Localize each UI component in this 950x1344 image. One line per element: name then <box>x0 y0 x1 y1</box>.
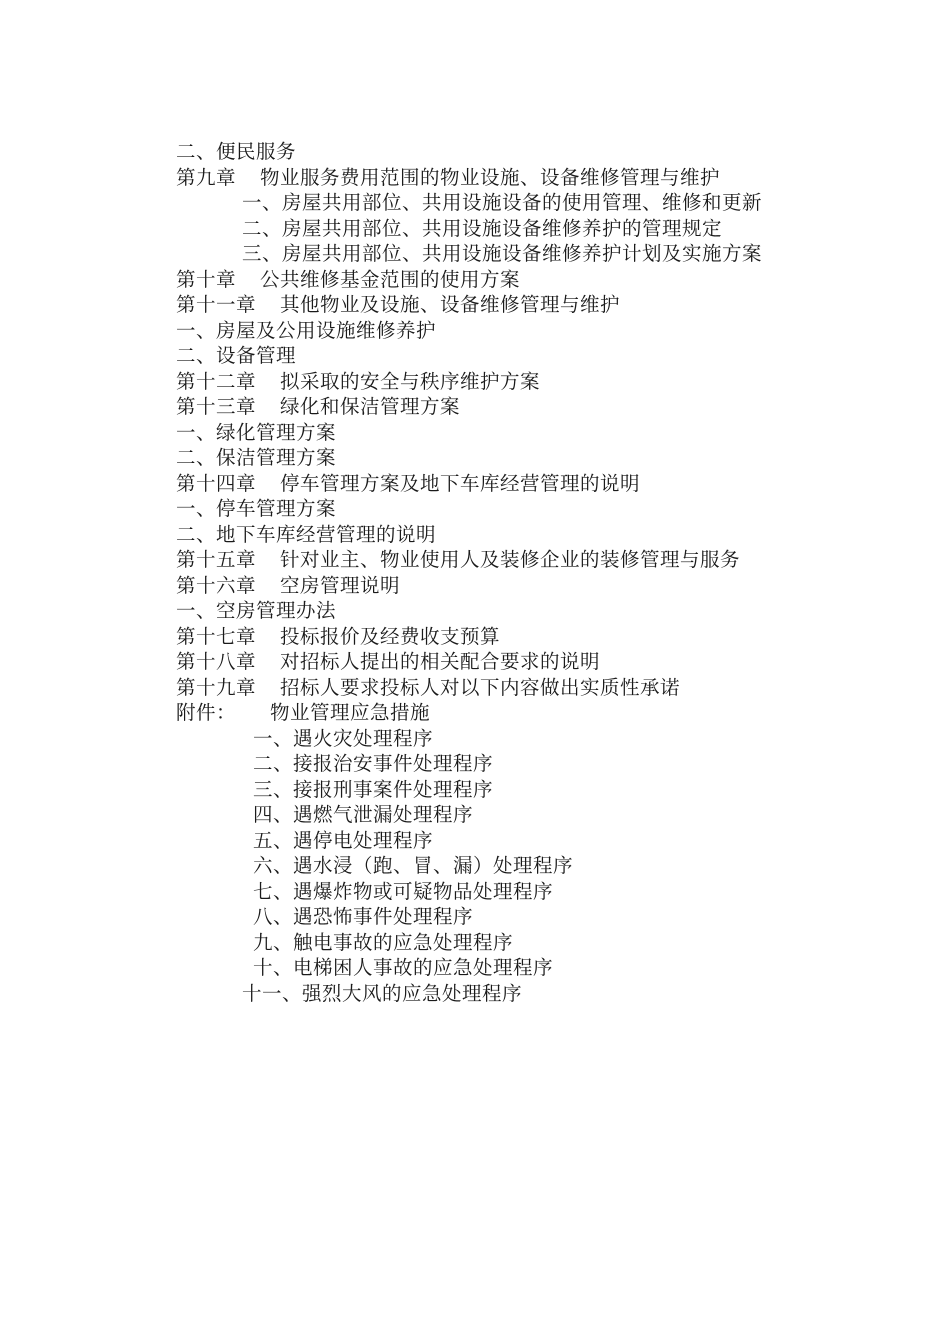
chapter-number: 第十四章 <box>176 471 257 495</box>
toc-appendix-item: 五、遇停电处理程序 <box>253 828 434 852</box>
toc-section-line: 一、停车管理方案 <box>176 497 337 520</box>
chapter-number: 第十二章 <box>176 369 257 393</box>
toc-section-line: 一、绿化管理方案 <box>176 420 337 444</box>
toc-chapter-line <box>176 292 896 318</box>
toc-appendix-item: 九、触电事故的应急处理程序 <box>253 930 514 954</box>
toc-appendix-line <box>176 700 896 726</box>
toc-section-line: 二、便民服务 <box>176 140 297 163</box>
toc-appendix-item: 六、遇水浸（跑、冒、漏）处理程序 <box>253 854 574 877</box>
chapter-number: 第十七章 <box>176 624 257 648</box>
chapter-title: 物业服务费用范围的物业设施、设备维修管理与维护 <box>260 165 721 189</box>
toc-appendix-item: 一、遇火灾处理程序 <box>253 726 434 750</box>
toc-section-line: 一、空房管理办法 <box>176 599 337 622</box>
chapter-title: 投标报价及经费收支预算 <box>280 624 501 648</box>
chapter-title: 其他物业及设施、设备维修管理与维护 <box>280 293 621 316</box>
chapter-title: 招标人要求投标人对以下内容做出实质性承诺 <box>280 675 681 699</box>
chapter-title: 空房管理说明 <box>280 573 401 597</box>
toc-appendix-item: 四、遇燃气泄漏处理程序 <box>253 803 474 826</box>
toc-chapter-line <box>176 547 896 573</box>
toc-appendix-item: 二、接报治安事件处理程序 <box>253 752 494 775</box>
toc-chapter-line <box>176 165 896 191</box>
toc-chapter-line <box>176 624 896 650</box>
table-of-contents <box>176 139 896 1006</box>
toc-section-line: 一、房屋及公用设施维修养护 <box>176 318 437 342</box>
toc-chapter-line <box>176 675 896 701</box>
chapter-number: 第十三章 <box>176 395 257 418</box>
chapter-title: 对招标人提出的相关配合要求的说明 <box>280 650 601 673</box>
toc-chapter-line <box>176 394 896 420</box>
chapter-title: 绿化和保洁管理方案 <box>280 395 461 418</box>
toc-appendix-item: 十一、强烈大风的应急处理程序 <box>242 981 523 1005</box>
toc-section-line: 三、房屋共用部位、共用设施设备维修养护计划及实施方案 <box>242 242 763 265</box>
toc-chapter-line <box>176 369 896 395</box>
toc-chapter-line <box>176 573 896 599</box>
toc-section-line: 二、保洁管理方案 <box>176 446 337 469</box>
appendix-title: 物业管理应急措施 <box>270 701 431 724</box>
toc-appendix-item: 三、接报刑事案件处理程序 <box>253 777 494 801</box>
toc-section-line: 二、地下车库经营管理的说明 <box>176 522 437 546</box>
chapter-title: 针对业主、物业使用人及装修企业的装修管理与服务 <box>280 548 741 571</box>
toc-chapter-line <box>176 267 896 293</box>
toc-appendix-item: 七、遇爆炸物或可疑物品处理程序 <box>253 879 554 903</box>
chapter-number: 第九章 <box>176 165 237 189</box>
chapter-title: 公共维修基金范围的使用方案 <box>260 267 521 291</box>
chapter-number: 第十一章 <box>176 293 257 316</box>
chapter-number: 第十五章 <box>176 548 257 571</box>
toc-section-line: 一、房屋共用部位、共用设施设备的使用管理、维修和更新 <box>242 191 763 214</box>
chapter-number: 第十章 <box>176 267 237 291</box>
toc-appendix-item: 八、遇恐怖事件处理程序 <box>253 905 474 928</box>
toc-appendix-item: 十、电梯困人事故的应急处理程序 <box>253 956 554 979</box>
toc-chapter-line <box>176 649 896 675</box>
toc-section-line: 二、设备管理 <box>176 344 297 367</box>
toc-section-line: 二、房屋共用部位、共用设施设备维修养护的管理规定 <box>242 216 723 240</box>
chapter-number: 第十八章 <box>176 650 257 673</box>
chapter-number: 第十九章 <box>176 675 257 699</box>
chapter-title: 停车管理方案及地下车库经营管理的说明 <box>280 471 641 495</box>
chapter-number: 第十六章 <box>176 573 257 597</box>
toc-chapter-line <box>176 471 896 497</box>
chapter-title: 拟采取的安全与秩序维护方案 <box>280 369 541 393</box>
appendix-label: 附件： <box>176 701 237 724</box>
